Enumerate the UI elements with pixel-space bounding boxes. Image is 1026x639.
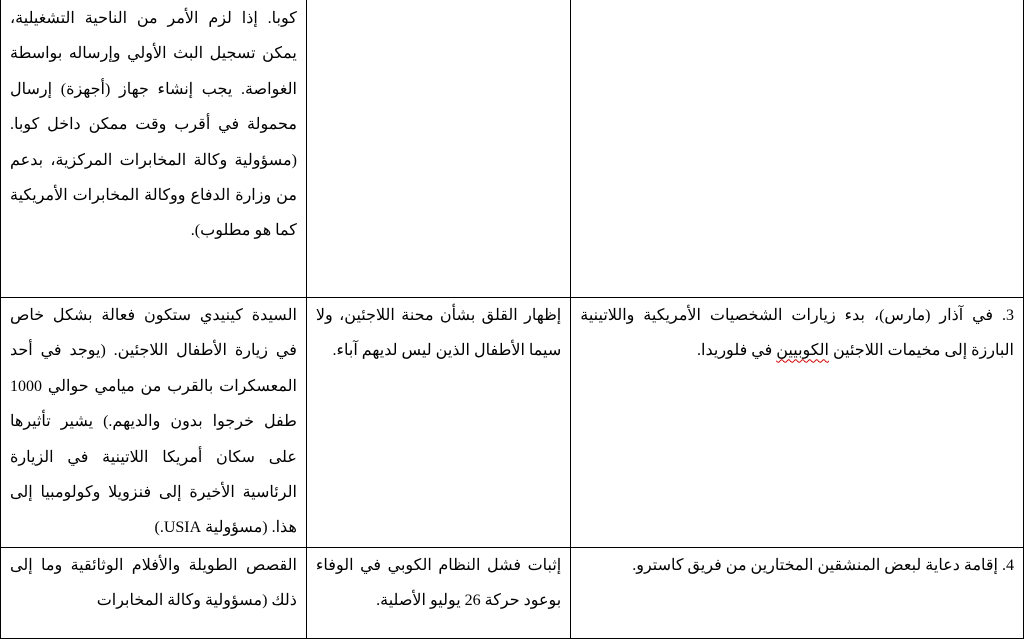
table-row — [1, 548, 1024, 639]
table-row — [1, 0, 1024, 298]
action-cell: 4. إقامة دعاية لبعض المنشقين المختارين من فريق كاسترو. — [571, 548, 1024, 639]
objective-cell — [306, 0, 570, 298]
objective-cell: إثبات فشل النظام الكوبي في الوفاء بوعود حركة 26 يوليو الأصلية. — [306, 548, 570, 639]
notes-cell: السيدة كينيدي ستكون فعالة بشكل خاص في زيارة الأطفال اللاجئين. (يوجد في أحد المعسكرات بالقرب من ميامي حوالي 1000 طفل خرجوا بدون والديهم.) يشير تأثيرها على سكان أمريكا اللاتينية في الزيارة الرئاسية الأخيرة إلى فنزويلا وكولومبيا إلى هذا. (مسؤولية USIA.) — [1, 298, 307, 548]
objective-cell: إظهار القلق بشأن محنة اللاجئين، ولا سيما الأطفال الذين ليس لديهم آباء. — [306, 298, 570, 548]
action-cell — [571, 0, 1024, 298]
action-cell — [571, 298, 1024, 548]
table-row — [1, 298, 1024, 548]
misspelled-word: الكوبيين — [776, 342, 829, 360]
action-text-end: في فلوريدا. — [697, 342, 777, 360]
action-text: 3. في آذار (مارس)، بدء زيارات الشخصيات الأمريكية واللاتينية البارزة إلى مخيمات اللاجئين — [580, 307, 1014, 360]
notes-cell: القصص الطويلة والأفلام الوثائقية وما إلى ذلك (مسؤولية وكالة المخابرات — [1, 548, 307, 639]
notes-cell: كوبا. إذا لزم الأمر من الناحية التشغيلية، يمكن تسجيل البث الأولي وإرساله بواسطة الغواصة. يجب إنشاء جهاز (أجهزة) إرسال محمولة في أقرب وقت ممكن داخل كوبا. (مسؤولية وكالة المخابرات المركزية، بدعم من وزارة الدفاع ووكالة المخابرات الأمريكية كما هو مطلوب). — [1, 0, 307, 298]
